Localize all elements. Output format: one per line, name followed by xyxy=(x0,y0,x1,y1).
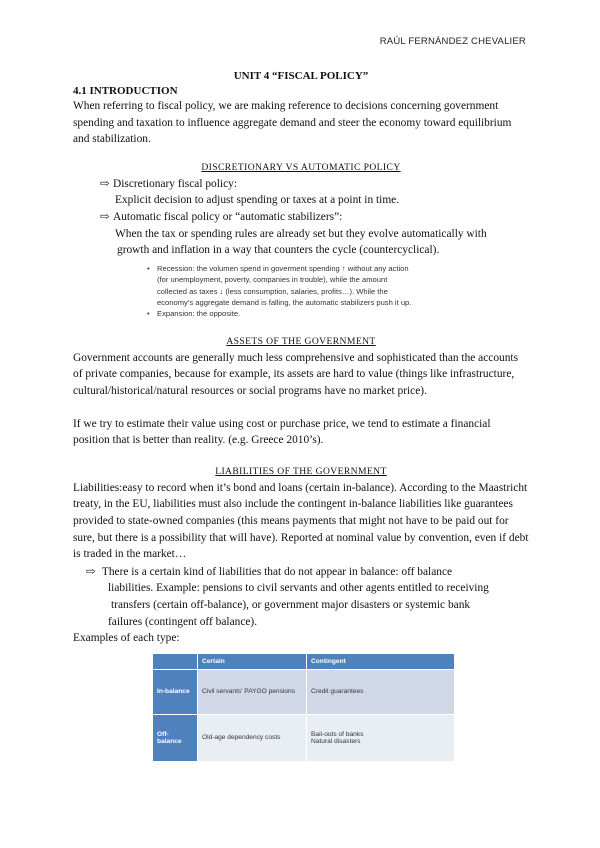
cell-line: Natural disasters xyxy=(311,737,361,745)
off-balance-line xyxy=(73,564,529,581)
liabilities-heading: LIABILITIES OF THE GOVERNMENT xyxy=(215,465,387,477)
assets-paragraph: If we try to estimate their value using cost or purchase price, we tend to estimate a financial position that is better than reality. (e.g. Greece 2010’s). xyxy=(73,417,491,447)
table-header-row xyxy=(153,653,455,669)
bullet-line: economy’s aggregate demand is falling, the automatic stabilizers push it up. xyxy=(157,297,412,307)
document-page xyxy=(73,70,529,762)
discretionary-item xyxy=(73,176,529,193)
assets-heading: ASSETS OF THE GOVERNMENT xyxy=(226,335,376,347)
arrow-right-icon: ⇨ xyxy=(100,177,110,190)
cell-line: Credit guarantees xyxy=(311,688,364,696)
examples-label: Examples of each type: xyxy=(73,632,180,645)
header-author: RAÚL FERNÁNDEZ CHEVALIER xyxy=(379,36,526,47)
stabilizer-bullets xyxy=(147,263,529,320)
list-item xyxy=(147,308,529,319)
discretionary-text: Explicit decision to adjust spending or taxes at a point in time. xyxy=(115,194,400,207)
table-header: Contingent xyxy=(307,653,455,669)
automatic-label: Automatic fiscal policy or “automatic stabilizers”: xyxy=(113,210,343,223)
arrow-right-icon: ⇨ xyxy=(100,210,110,223)
off-balance-line: failures (contingent off balance). xyxy=(108,615,258,628)
row-label: In-balance xyxy=(153,669,198,714)
off-balance-line: transfers (certain off-balance), or government major disasters or systemic bank xyxy=(111,598,471,611)
assets-paragraph: Government accounts are generally much less comprehensive and sophisticated than the accounts of private companies, because for example, its assets are hard to value (things like infrastructure, cultural/historical/natural resources or social programs have no market price). xyxy=(73,351,519,397)
document-title: UNIT 4 “FISCAL POLICY” xyxy=(233,70,369,82)
discretionary-label: Discretionary fiscal policy: xyxy=(113,177,237,190)
liabilities-paragraph: Liabilities:easy to record when it’s bond and loans (certain in-balance). According to the Maastricht treaty, in the EU, liabilities must also include the contingent in-balance liabilities like guarantees provided to state-owned companies (this means payments that might not have to be paid out for sure, but there is a possibility that will have). Reported at nominal value by convention, even if debt is traded in the market… xyxy=(73,481,529,561)
row-label: Off-balance xyxy=(153,714,198,761)
bullet-line: Expansion: the opposite. xyxy=(157,309,241,319)
table-cell xyxy=(307,714,455,761)
off-balance-text: There is a certain kind of liabilities that do not appear in balance: off balance xyxy=(101,565,453,578)
cell-line: Bail-outs of banks xyxy=(311,730,364,738)
table-cell: Civil servants' PAYGO pensions xyxy=(198,669,307,714)
table-row xyxy=(153,714,455,761)
automatic-text-line: When the tax or spending rules are already set but they evolve automatically with xyxy=(115,227,487,240)
bullet-icon: • xyxy=(147,263,150,273)
table-header: Certain xyxy=(198,653,307,669)
arrow-right-icon: ⇨ xyxy=(86,565,96,578)
table-row xyxy=(153,669,455,714)
automatic-text-line: growth and inflation in a way that counters the cycle (countercyclical). xyxy=(117,244,440,257)
table-cell xyxy=(307,669,455,714)
list-item xyxy=(147,263,529,309)
intro-heading: 4.1 INTRODUCTION xyxy=(73,85,178,97)
bullet-line: collected as taxes ↓ (less consumption, salaries, profits…). While the xyxy=(157,286,388,296)
discretionary-heading: DISCRETIONARY VS AUTOMATIC POLICY xyxy=(201,161,401,173)
table-header xyxy=(153,653,198,669)
bullet-line: (for unemployment, poverty, companies in trouble), while the amount xyxy=(157,275,388,285)
automatic-item xyxy=(73,209,529,226)
bullet-line: Recession: the volumen spend in goverment spending ↑ without any action xyxy=(157,263,409,273)
table-cell: Old-age dependency costs xyxy=(198,714,307,761)
off-balance-item xyxy=(73,564,529,630)
bullet-icon: • xyxy=(147,309,150,319)
intro-text: When referring to fiscal policy, we are making reference to decisions concerning government spending and taxation to influence aggregate demand and steer the economy toward equilibrium and stabilization. xyxy=(73,100,512,146)
off-balance-line: liabilities. Example: pensions to civil servants and other agents entitled to receiving xyxy=(108,582,489,595)
liabilities-table xyxy=(152,653,455,762)
